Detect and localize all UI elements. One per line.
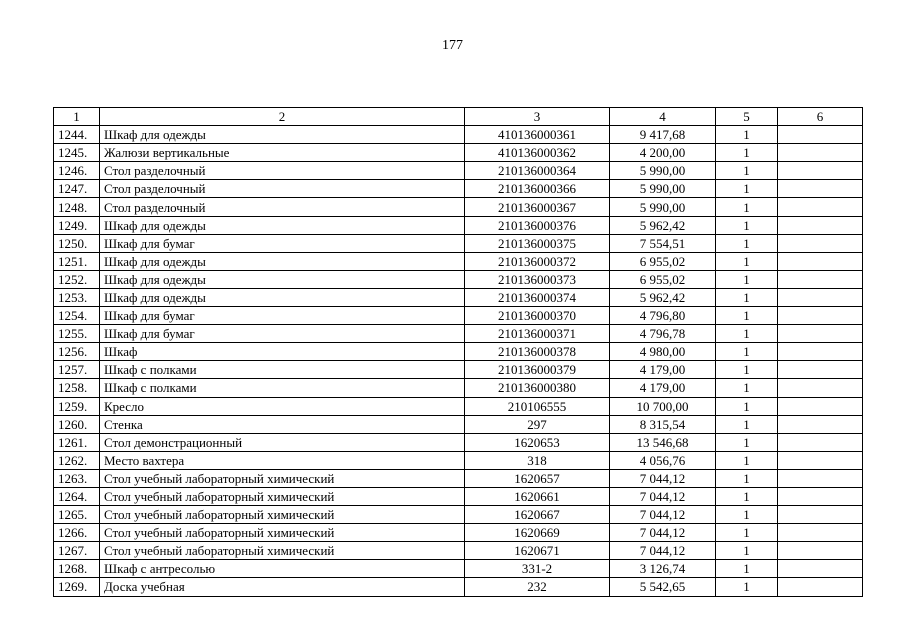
table-row [54, 542, 863, 560]
row-number-cell: 1256. [54, 343, 100, 361]
inventory-code-cell: 210136000373 [465, 270, 610, 288]
price-cell: 5 542,65 [610, 578, 716, 596]
price-cell: 7 044,12 [610, 469, 716, 487]
quantity-cell: 1 [716, 126, 778, 144]
note-cell [778, 198, 863, 216]
quantity-cell: 1 [716, 288, 778, 306]
inventory-code-cell: 210136000375 [465, 234, 610, 252]
note-cell [778, 433, 863, 451]
inventory-code-cell: 410136000362 [465, 144, 610, 162]
note-cell [778, 361, 863, 379]
item-name-cell: Доска учебная [100, 578, 465, 596]
row-number-cell: 1261. [54, 433, 100, 451]
quantity-cell: 1 [716, 343, 778, 361]
row-number-cell: 1248. [54, 198, 100, 216]
row-number-cell: 1268. [54, 560, 100, 578]
note-cell [778, 126, 863, 144]
inventory-code-cell: 210136000374 [465, 288, 610, 306]
item-name-cell: Шкаф для бумаг [100, 307, 465, 325]
table-row [54, 252, 863, 270]
quantity-cell: 1 [716, 216, 778, 234]
note-cell [778, 325, 863, 343]
quantity-cell: 1 [716, 433, 778, 451]
table-row [54, 361, 863, 379]
row-number-cell: 1251. [54, 252, 100, 270]
quantity-cell: 1 [716, 415, 778, 433]
row-number-cell: 1253. [54, 288, 100, 306]
note-cell [778, 180, 863, 198]
item-name-cell: Кресло [100, 397, 465, 415]
table-row [54, 288, 863, 306]
row-number-cell: 1247. [54, 180, 100, 198]
row-number-cell: 1245. [54, 144, 100, 162]
item-name-cell: Шкаф с полками [100, 379, 465, 397]
item-name-cell: Шкаф для одежды [100, 288, 465, 306]
inventory-code-cell: 410136000361 [465, 126, 610, 144]
inventory-code-cell: 1620661 [465, 487, 610, 505]
row-number-cell: 1258. [54, 379, 100, 397]
inventory-code-cell: 210136000378 [465, 343, 610, 361]
inventory-code-cell: 1620669 [465, 524, 610, 542]
table-row [54, 506, 863, 524]
note-cell [778, 560, 863, 578]
quantity-cell: 1 [716, 234, 778, 252]
quantity-cell: 1 [716, 487, 778, 505]
item-name-cell: Стенка [100, 415, 465, 433]
inventory-code-cell: 318 [465, 451, 610, 469]
item-name-cell: Стол учебный лабораторный химический [100, 506, 465, 524]
table-row [54, 524, 863, 542]
price-cell: 7 044,12 [610, 487, 716, 505]
price-cell: 4 200,00 [610, 144, 716, 162]
quantity-cell: 1 [716, 144, 778, 162]
page-number: 177 [442, 38, 463, 53]
item-name-cell: Шкаф для одежды [100, 270, 465, 288]
inventory-code-cell: 210136000380 [465, 379, 610, 397]
row-number-cell: 1264. [54, 487, 100, 505]
price-cell: 6 955,02 [610, 270, 716, 288]
quantity-cell: 1 [716, 180, 778, 198]
quantity-cell: 1 [716, 198, 778, 216]
price-cell: 4 056,76 [610, 451, 716, 469]
note-cell [778, 216, 863, 234]
table-row [54, 487, 863, 505]
note-cell [778, 524, 863, 542]
note-cell [778, 379, 863, 397]
table-row [54, 578, 863, 596]
item-name-cell: Стол учебный лабораторный химический [100, 542, 465, 560]
table-row [54, 126, 863, 144]
table-row [54, 433, 863, 451]
row-number-cell: 1255. [54, 325, 100, 343]
row-number-cell: 1249. [54, 216, 100, 234]
quantity-cell: 1 [716, 379, 778, 397]
quantity-cell: 1 [716, 252, 778, 270]
row-number-cell: 1246. [54, 162, 100, 180]
inventory-code-cell: 210136000379 [465, 361, 610, 379]
price-cell: 5 990,00 [610, 162, 716, 180]
item-name-cell: Шкаф для одежды [100, 126, 465, 144]
price-cell: 3 126,74 [610, 560, 716, 578]
inventory-code-cell: 210136000370 [465, 307, 610, 325]
note-cell [778, 578, 863, 596]
inventory-code-cell: 210136000366 [465, 180, 610, 198]
price-cell: 4 179,00 [610, 361, 716, 379]
item-name-cell: Жалюзи вертикальные [100, 144, 465, 162]
item-name-cell: Стол учебный лабораторный химический [100, 524, 465, 542]
column-header-4: 4 [610, 108, 716, 126]
price-cell: 7 044,12 [610, 506, 716, 524]
item-name-cell: Шкаф для одежды [100, 252, 465, 270]
note-cell [778, 415, 863, 433]
note-cell [778, 252, 863, 270]
inventory-code-cell: 210136000367 [465, 198, 610, 216]
column-header-2: 2 [100, 108, 465, 126]
note-cell [778, 162, 863, 180]
table-body [54, 126, 863, 596]
item-name-cell: Шкаф для бумаг [100, 234, 465, 252]
price-cell: 10 700,00 [610, 397, 716, 415]
row-number-cell: 1254. [54, 307, 100, 325]
note-cell [778, 451, 863, 469]
row-number-cell: 1263. [54, 469, 100, 487]
note-cell [778, 144, 863, 162]
row-number-cell: 1257. [54, 361, 100, 379]
table-row [54, 144, 863, 162]
inventory-code-cell: 1620667 [465, 506, 610, 524]
quantity-cell: 1 [716, 578, 778, 596]
table-row [54, 469, 863, 487]
table-row [54, 325, 863, 343]
table-row [54, 162, 863, 180]
note-cell [778, 506, 863, 524]
price-cell: 9 417,68 [610, 126, 716, 144]
column-header-1: 1 [54, 108, 100, 126]
note-cell [778, 343, 863, 361]
column-header-6: 6 [778, 108, 863, 126]
inventory-code-cell: 331-2 [465, 560, 610, 578]
item-name-cell: Стол разделочный [100, 180, 465, 198]
quantity-cell: 1 [716, 361, 778, 379]
quantity-cell: 1 [716, 397, 778, 415]
note-cell [778, 487, 863, 505]
table-row [54, 343, 863, 361]
price-cell: 7 554,51 [610, 234, 716, 252]
note-cell [778, 469, 863, 487]
item-name-cell: Шкаф для бумаг [100, 325, 465, 343]
column-header-3: 3 [465, 108, 610, 126]
quantity-cell: 1 [716, 560, 778, 578]
item-name-cell: Шкаф с антресолью [100, 560, 465, 578]
quantity-cell: 1 [716, 542, 778, 560]
row-number-cell: 1244. [54, 126, 100, 144]
price-cell: 4 796,78 [610, 325, 716, 343]
table-row [54, 234, 863, 252]
price-cell: 5 990,00 [610, 180, 716, 198]
note-cell [778, 307, 863, 325]
price-cell: 7 044,12 [610, 542, 716, 560]
header-row [54, 108, 863, 126]
column-header-5: 5 [716, 108, 778, 126]
inventory-code-cell: 210136000376 [465, 216, 610, 234]
row-number-cell: 1269. [54, 578, 100, 596]
note-cell [778, 234, 863, 252]
quantity-cell: 1 [716, 325, 778, 343]
quantity-cell: 1 [716, 162, 778, 180]
price-cell: 4 796,80 [610, 307, 716, 325]
price-cell: 5 962,42 [610, 216, 716, 234]
table-row [54, 451, 863, 469]
table-row [54, 270, 863, 288]
inventory-code-cell: 210106555 [465, 397, 610, 415]
inventory-code-cell: 1620657 [465, 469, 610, 487]
item-name-cell: Стол разделочный [100, 162, 465, 180]
inventory-code-cell: 1620671 [465, 542, 610, 560]
price-cell: 4 980,00 [610, 343, 716, 361]
table-row [54, 379, 863, 397]
row-number-cell: 1260. [54, 415, 100, 433]
price-cell: 6 955,02 [610, 252, 716, 270]
quantity-cell: 1 [716, 270, 778, 288]
table-row [54, 415, 863, 433]
item-name-cell: Шкаф [100, 343, 465, 361]
quantity-cell: 1 [716, 469, 778, 487]
price-cell: 13 546,68 [610, 433, 716, 451]
quantity-cell: 1 [716, 451, 778, 469]
row-number-cell: 1267. [54, 542, 100, 560]
table-row [54, 198, 863, 216]
row-number-cell: 1252. [54, 270, 100, 288]
quantity-cell: 1 [716, 524, 778, 542]
table-row [54, 560, 863, 578]
price-cell: 8 315,54 [610, 415, 716, 433]
table-row [54, 397, 863, 415]
inventory-code-cell: 210136000372 [465, 252, 610, 270]
item-name-cell: Место вахтера [100, 451, 465, 469]
price-cell: 5 990,00 [610, 198, 716, 216]
table-row [54, 307, 863, 325]
note-cell [778, 270, 863, 288]
item-name-cell: Стол разделочный [100, 198, 465, 216]
note-cell [778, 288, 863, 306]
inventory-code-cell: 210136000364 [465, 162, 610, 180]
row-number-cell: 1265. [54, 506, 100, 524]
quantity-cell: 1 [716, 506, 778, 524]
inventory-code-cell: 1620653 [465, 433, 610, 451]
item-name-cell: Стол учебный лабораторный химический [100, 469, 465, 487]
row-number-cell: 1259. [54, 397, 100, 415]
price-cell: 7 044,12 [610, 524, 716, 542]
item-name-cell: Стол учебный лабораторный химический [100, 487, 465, 505]
quantity-cell: 1 [716, 307, 778, 325]
table-row [54, 180, 863, 198]
inventory-table [53, 107, 863, 597]
table-row [54, 216, 863, 234]
note-cell [778, 542, 863, 560]
inventory-code-cell: 297 [465, 415, 610, 433]
inventory-code-cell: 210136000371 [465, 325, 610, 343]
row-number-cell: 1250. [54, 234, 100, 252]
item-name-cell: Шкаф для одежды [100, 216, 465, 234]
price-cell: 4 179,00 [610, 379, 716, 397]
inventory-code-cell: 232 [465, 578, 610, 596]
row-number-cell: 1262. [54, 451, 100, 469]
item-name-cell: Стол демонстрационный [100, 433, 465, 451]
row-number-cell: 1266. [54, 524, 100, 542]
item-name-cell: Шкаф с полками [100, 361, 465, 379]
price-cell: 5 962,42 [610, 288, 716, 306]
note-cell [778, 397, 863, 415]
